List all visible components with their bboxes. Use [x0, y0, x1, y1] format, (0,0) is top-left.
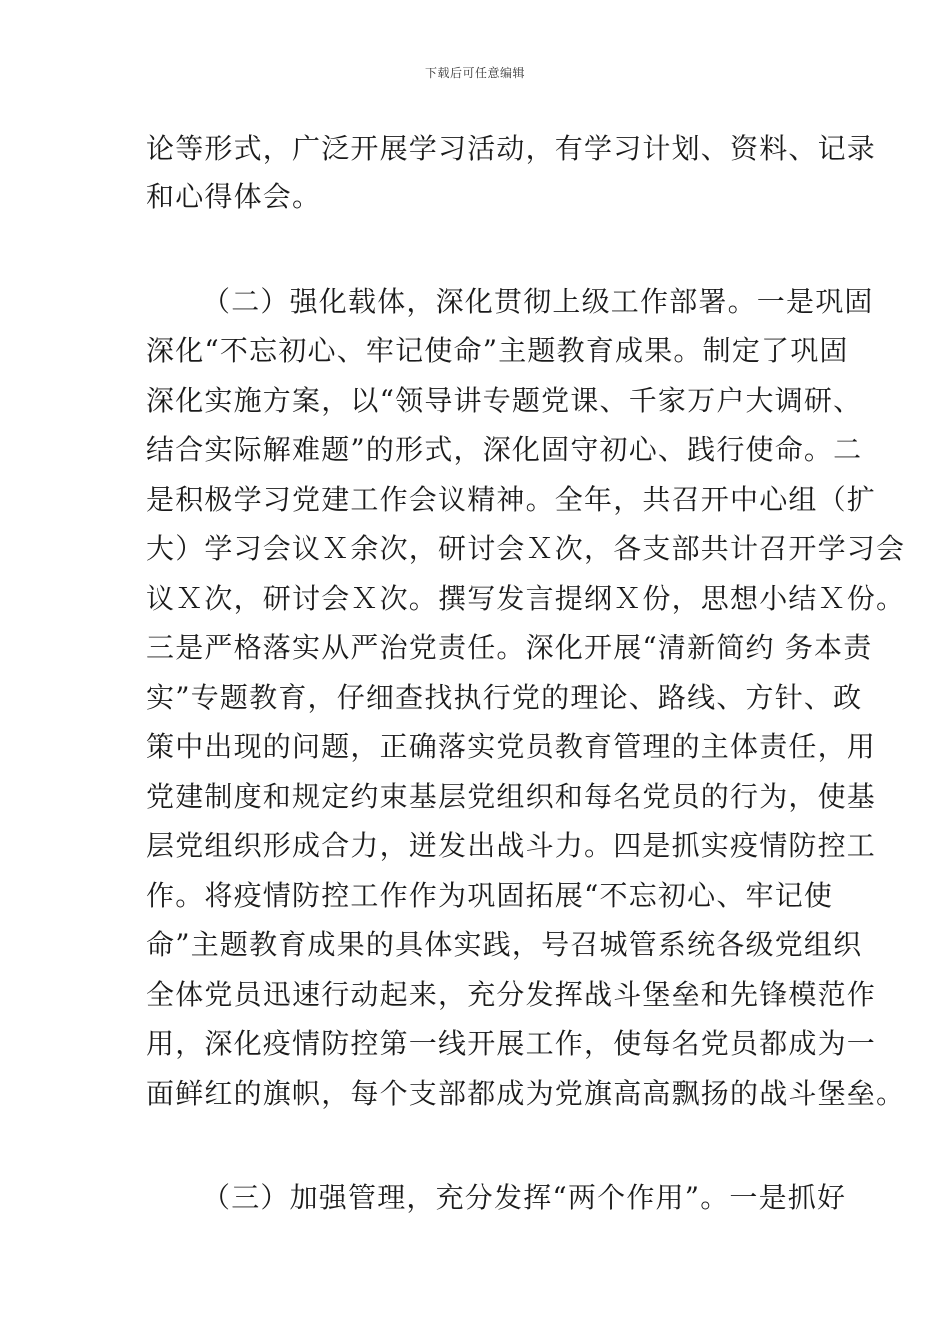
text-line: 党建制度和规定约束基层党组织和每名党员的行为，使基 — [146, 780, 877, 813]
text-line: 用，深化疫情防控第一线开展工作，使每名党员都成为一 — [146, 1027, 877, 1060]
text-line: 策中出现的问题，正确落实党员教育管理的主体责任，用 — [146, 730, 877, 763]
text-line: 作。将疫情防控工作作为巩固拓展“不忘初心、牢记使 — [146, 879, 834, 912]
text-line: 和心得体会。 — [146, 180, 322, 213]
text-line: 全体党员迅速行动起来，充分发挥战斗堡垒和先锋模范作 — [146, 978, 877, 1011]
page-header: 下载后可任意编辑 — [424, 66, 525, 80]
text-line: 议Ｘ次，研讨会Ｘ次。撰写发言提纲Ｘ份，思想小结Ｘ份。 — [146, 582, 906, 615]
text-line: 面鲜红的旗帜，每个支部都成为党旗高高飘扬的战斗堡垒。 — [146, 1077, 906, 1110]
text-line: （二）强化载体，深化贯彻上级工作部署。一是巩固 — [202, 285, 874, 318]
text-line: 大）学习会议Ｘ余次，研讨会Ｘ次，各支部共计召开学习会 — [146, 532, 906, 565]
text-line: 深化实施方案，以“领导讲专题党课、千家万户大调研、 — [146, 384, 863, 417]
text-line: 命”主题教育成果的具体实践，号召城管系统各级党组织 — [146, 928, 863, 961]
text-line: 层党组织形成合力，迸发出战斗力。四是抓实疫情防控工 — [146, 829, 877, 862]
text-line: 是积极学习党建工作会议精神。全年，共召开中心组（扩 — [146, 483, 877, 516]
text-line: 论等形式，广泛开展学习活动，有学习计划、资料、记录 — [146, 132, 877, 165]
text-line: 三是严格落实从严治党责任。深化开展“清新简约 务本责 — [146, 631, 873, 664]
text-line: 实”专题教育，仔细查找执行党的理论、路线、方针、政 — [146, 681, 863, 714]
text-line: 结合实际解难题”的形式，深化固守初心、践行使命。二 — [146, 433, 863, 466]
text-line: 深化“不忘初心、牢记使命”主题教育成果。制定了巩固 — [146, 334, 849, 367]
text-line: （三）加强管理，充分发挥“两个作用”。一是抓好 — [202, 1181, 847, 1214]
